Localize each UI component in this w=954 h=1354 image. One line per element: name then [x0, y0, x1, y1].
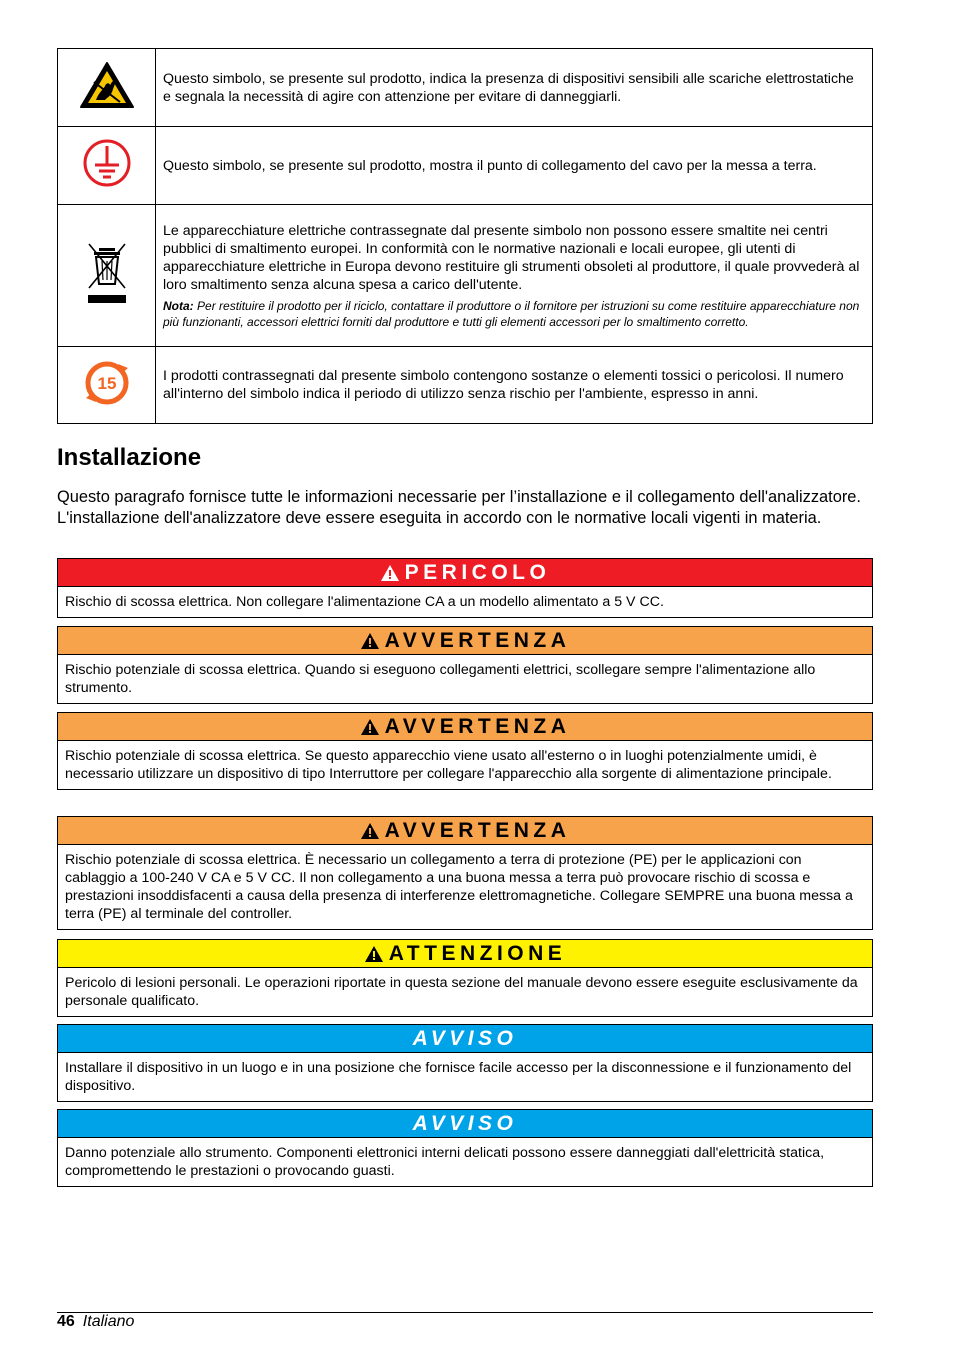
hazard-header: [58, 627, 872, 655]
symbol-description: Questo simbolo, se presente sul prodotto, indica la presenza di dispositivi sensibili alle scariche elettrostatiche e segnala la necessità di agire con attenzione per evitare di danneggiarli.: [156, 49, 873, 127]
hazard-text: Installare il dispositivo in un luogo e in una posizione che fornisce facile accesso per la disconnessione e il funzionamento del dispositivo.: [65, 1060, 852, 1094]
page-footer: [57, 1313, 134, 1331]
symbol-description: I prodotti contrassegnati dal presente simbolo contengono sostanze o elementi tossici o pericolosi. Il numero all'interno del simbolo indica il periodo di utilizzo senza rischio per l'ambiente, espresso in anni.: [156, 347, 873, 424]
hazard-text: Pericolo di lesioni personali. Le operazioni riportate in questa sezione del manuale devono essere eseguite esclusivamente da personale qualificato.: [65, 975, 858, 1009]
note-label: Nota:: [163, 298, 194, 313]
symbol-row: [58, 205, 873, 347]
esd-warning-icon: [58, 49, 156, 127]
hazard-label: ATTENZIONE: [388, 941, 567, 965]
warning-triangle-icon: [380, 564, 400, 582]
symbols-table: [57, 48, 873, 424]
warning-triangle-icon: [360, 718, 380, 736]
symbol-row: [58, 347, 873, 424]
weee-description: Le apparecchiature elettriche contrassegnate dal presente simbolo non possono essere smaltite nei centri pubblici di smaltimento europei. In conformità con le normative nazionali e locali europee, gli utenti di apparecchiature elettriche in Europa devono restituire gli strumenti obsoleti al produttore, il quale provvederà al loro smaltimento senza alcuna spesa a carico dell'utente.: [163, 222, 860, 293]
hazard-header: [58, 1025, 872, 1053]
warning-triangle-icon: [364, 945, 384, 963]
footer-language: Italiano: [82, 1313, 135, 1330]
hazard-header: [58, 940, 872, 968]
hazard-label: PERICOLO: [404, 560, 551, 584]
footer-divider: [57, 1312, 873, 1313]
section-intro: Questo paragrafo fornisce tutte le informazioni necessarie per l’installazione e il collegamento dell'analizzatore. L'installazione dell'analizzatore deve essere eseguita in accordo con le normative locali vigenti in materia.: [57, 488, 861, 527]
hazard-label: AVVISO: [412, 1026, 518, 1050]
hazard-box-warning: [57, 816, 873, 930]
symbol-row: [58, 127, 873, 205]
hazard-text: Rischio di scossa elettrica. Non collegare l'alimentazione CA a un modello alimentato a 5 V CC.: [65, 594, 664, 610]
hazard-box-warning: [57, 712, 873, 790]
hazard-header: [58, 559, 872, 587]
warning-triangle-icon: [360, 822, 380, 840]
protective-earth-icon: [58, 127, 156, 205]
note-text: Per restituire il prodotto per il riciclo, contattare il produttore o il fornitore per istruzioni su come restituire apparecchiature non più funzionanti, accessori elettrici forniti dal produttore e tutti gli elementi accessori per lo smaltimento corretto.: [163, 298, 860, 329]
hazard-text: Rischio potenziale di scossa elettrica. È necessario un collegamento a terra di protezione (PE) per le applicazioni con cablaggio a 100-240 V CA e 5 V CC. Il non collegamento a una buona messa a terra può provocare rischio di scossa e prestazioni insoddisfacenti a causa della presenza di interferenze elettromagnetiche. Collegare SEMPRE una buona messa a terra (PE) al terminale del controller.: [65, 852, 853, 922]
hazard-header: [58, 817, 872, 845]
hazard-label: AVVISO: [412, 1111, 518, 1135]
page-number: 46: [57, 1313, 75, 1330]
symbol-row: [58, 49, 873, 127]
symbol-description: Questo simbolo, se presente sul prodotto, mostra il punto di collegamento del cavo per la messa a terra.: [156, 127, 873, 205]
warning-triangle-icon: [360, 632, 380, 650]
hazard-box-notice: [57, 1109, 873, 1187]
note: [163, 298, 864, 330]
hazard-label: AVVERTENZA: [384, 818, 571, 842]
hazard-box-danger: [57, 558, 873, 618]
hazard-label: AVVERTENZA: [384, 714, 571, 738]
epup-15-label: 15: [97, 373, 116, 393]
hazard-box-caution: [57, 939, 873, 1017]
hazard-text: Rischio potenziale di scossa elettrica. Se questo apparecchio viene usato all'esterno o in luoghi potenzialmente umidi, è necessario utilizzare un dispositivo di tipo Interruttore per collegare l'apparecchio alla sorgente di alimentazione principale.: [65, 748, 832, 782]
hazard-text: Danno potenziale allo strumento. Componenti elettronici interni delicati possono essere danneggiati dall'elettricità statica, compromettendo le prestazioni o provocando guasti.: [65, 1145, 825, 1179]
symbol-description: [156, 205, 873, 347]
epup-15-icon: [58, 347, 156, 424]
hazard-text: Rischio potenziale di scossa elettrica. Quando si eseguono collegamenti elettrici, scollegare sempre l'alimentazione allo strumento.: [65, 662, 816, 696]
hazard-header: [58, 713, 872, 741]
hazard-box-notice: [57, 1024, 873, 1102]
hazard-box-warning: [57, 626, 873, 704]
section-title: Installazione: [57, 444, 202, 471]
hazard-header: [58, 1110, 872, 1138]
hazard-label: AVVERTENZA: [384, 628, 571, 652]
weee-crossed-bin-icon: [58, 205, 156, 347]
